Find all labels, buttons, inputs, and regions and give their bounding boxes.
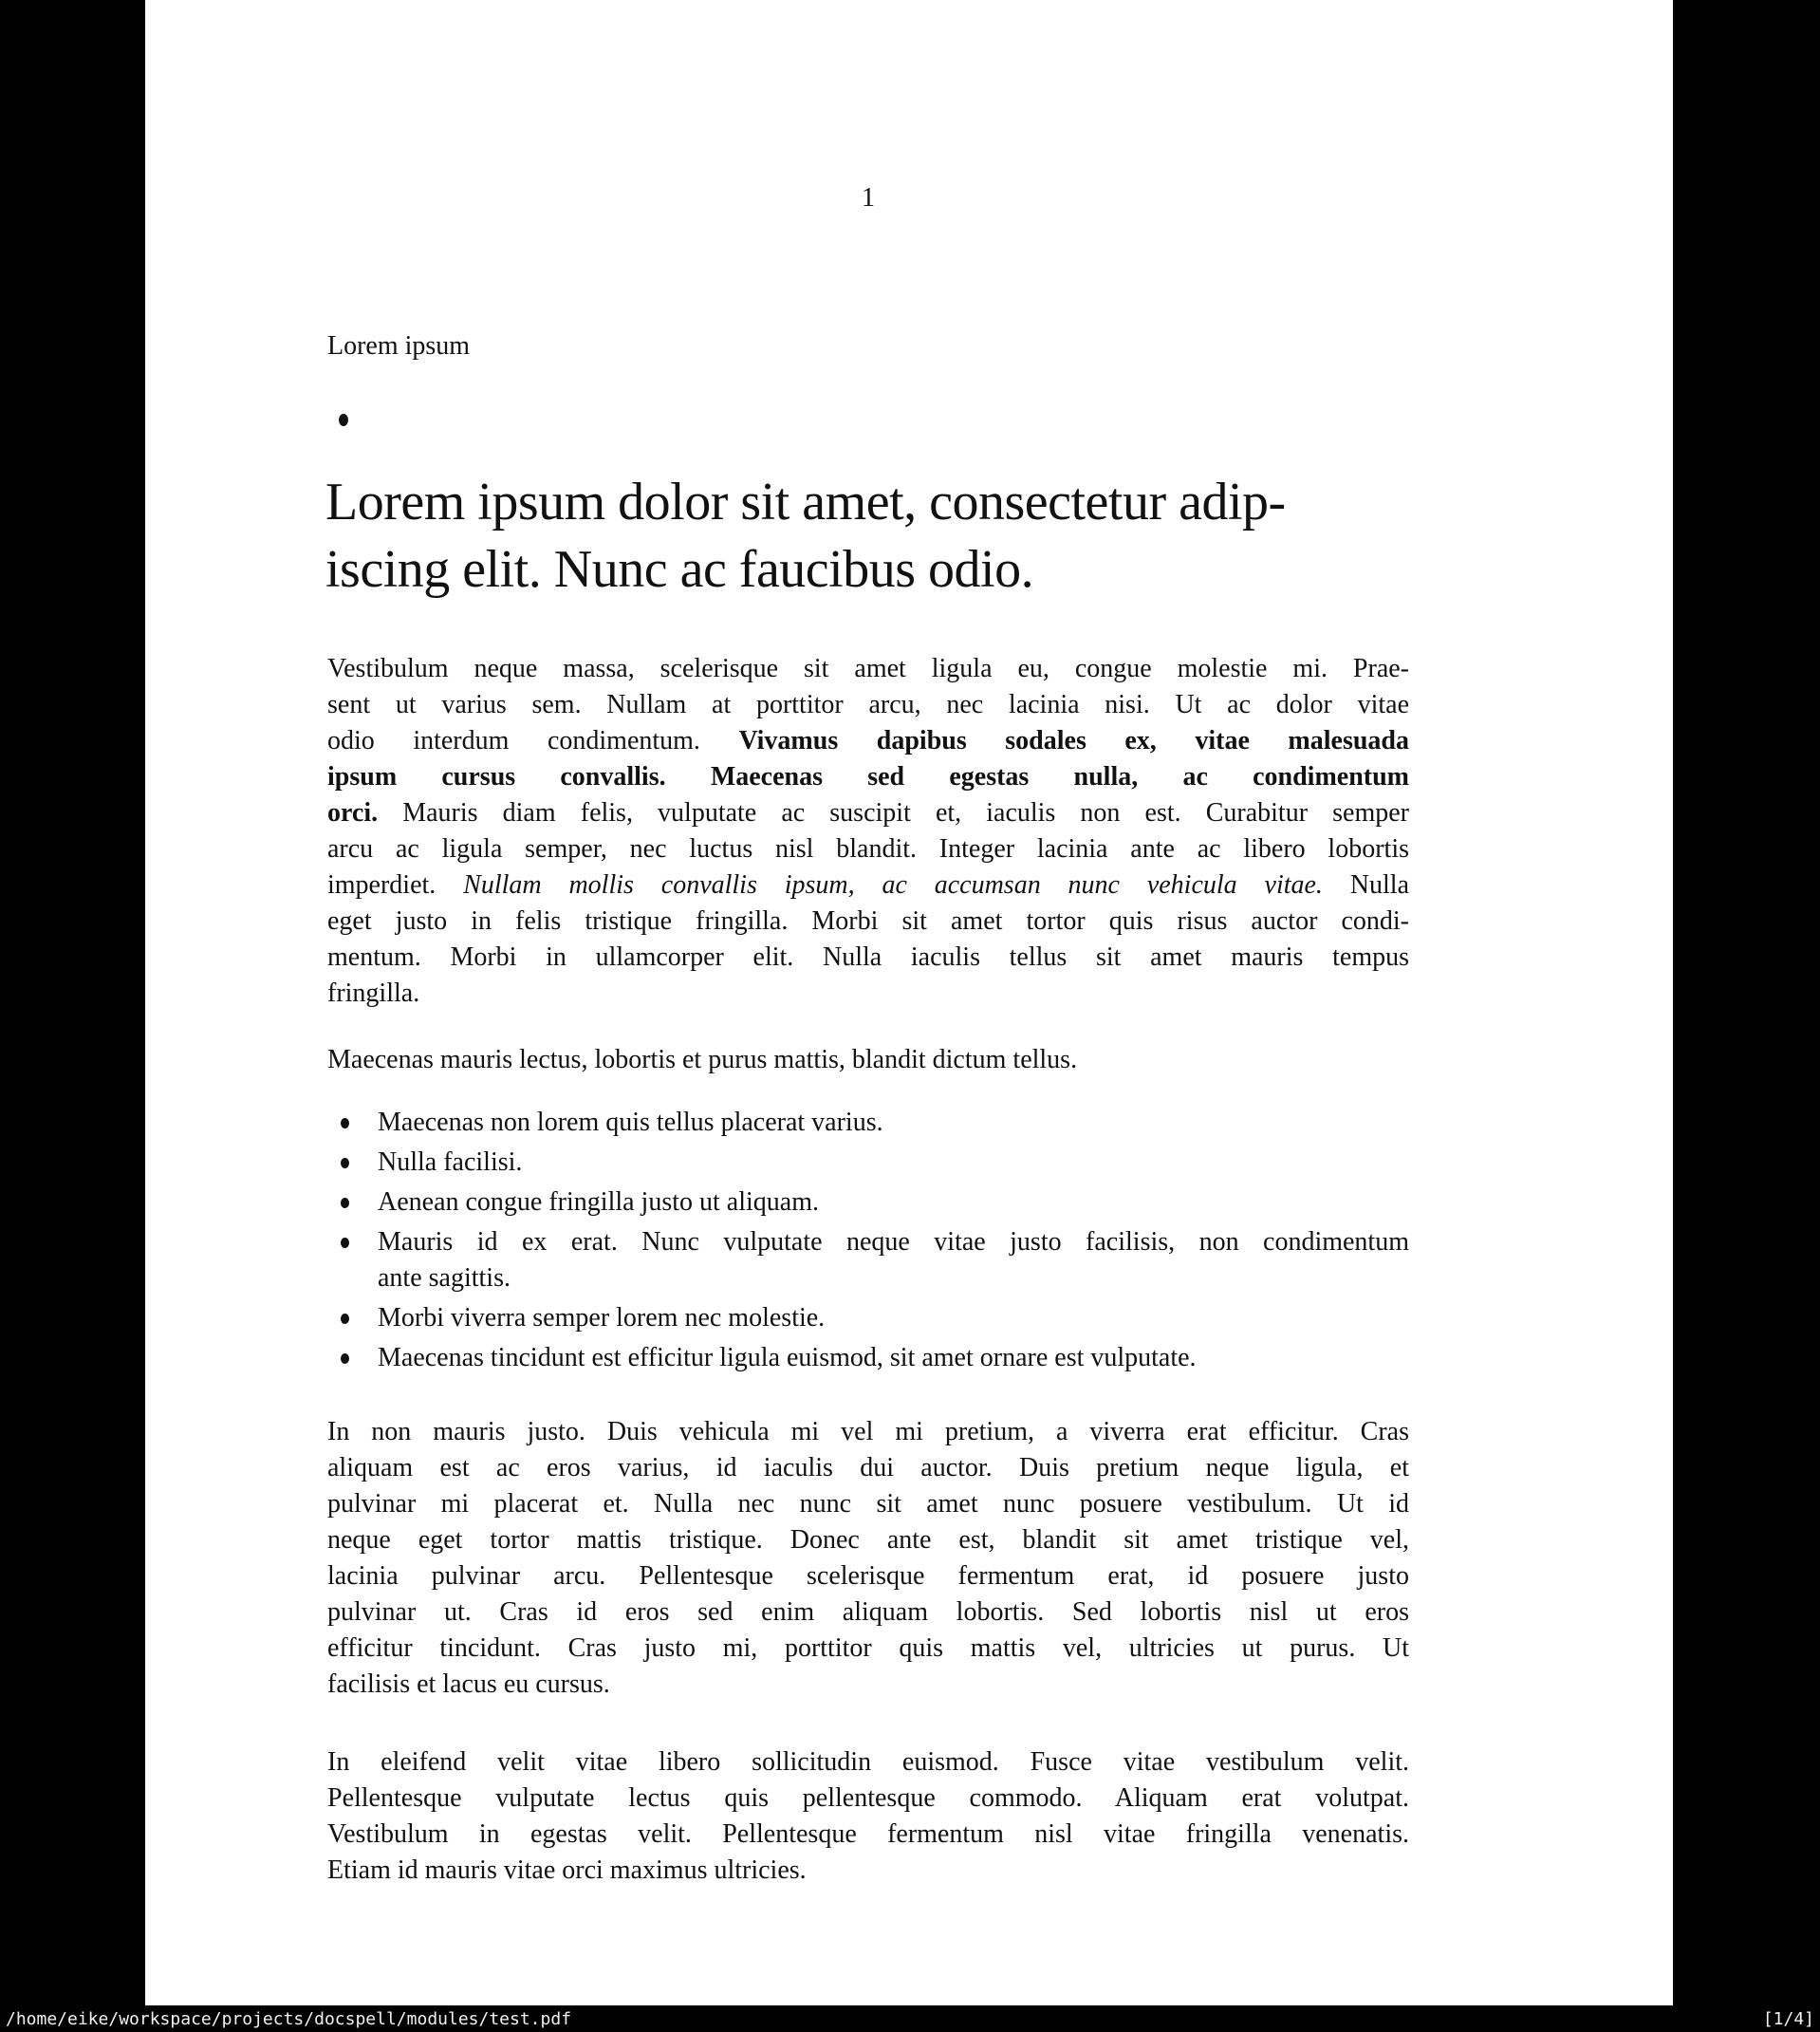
paragraph-line: Pellentesque vulputate lectus quis pellentesque commodo. Aliquam erat volutpat. (327, 1783, 1409, 1813)
paragraph-2 (327, 1042, 1409, 1078)
bullet-icon (341, 1353, 349, 1364)
list-item-text: Mauris id ex erat. Nunc vulputate neque vitae justo facilisis, non condimentum (378, 1227, 1409, 1257)
empty-list-bullet-icon (339, 414, 348, 426)
bold-text-segment: Vivamus dapibus sodales ex, vitae malesuada (738, 726, 1409, 755)
list-item (327, 1340, 1409, 1376)
list-item (327, 1300, 1409, 1336)
statusbar-page-indicator: [1/4] (1762, 2008, 1814, 2029)
paragraph-line: pulvinar ut. Cras id eros sed enim aliquam lobortis. Sed lobortis nisl ut eros (327, 1597, 1409, 1627)
paragraph-line: efficitur tincidunt. Cras justo mi, porttitor quis mattis vel, ultricies ut purus. Ut (327, 1633, 1409, 1663)
list-item-text: Morbi viverra semper lorem nec molestie. (378, 1303, 826, 1333)
statusbar (0, 2005, 1820, 2032)
text-segment: Nulla (1322, 870, 1409, 900)
heading-line: Lorem ipsum dolor sit amet, consectetur adip- (325, 473, 1286, 531)
heading-line: iscing elit. Nunc ac faucibus odio. (325, 540, 1034, 599)
paragraph-line: Etiam id mauris vitae orci maximus ultricies. (327, 1855, 807, 1885)
bullet-icon (341, 1198, 349, 1208)
paragraph-line: In eleifend velit vitae libero sollicitudin euismod. Fusce vitae vestibulum velit. (327, 1747, 1409, 1777)
bold-text-segment: ipsum cursus convallis. Maecenas sed egestas nulla, ac condimentum (327, 762, 1409, 792)
bullet-icon (341, 1238, 349, 1248)
list-item (327, 1145, 1409, 1181)
statusbar-filepath: /home/eike/workspace/projects/docspell/modules/test.pdf (6, 2008, 572, 2029)
paragraph-line: Maecenas mauris lectus, lobortis et purus mattis, blandit dictum tellus. (327, 1045, 1078, 1074)
paragraph-line (327, 759, 1409, 795)
paragraph-line: facilisis et lacus eu cursus. (327, 1669, 610, 1699)
paragraph-line: aliquam est ac eros varius, id iaculis dui auctor. Duis pretium neque ligula, et (327, 1453, 1409, 1482)
list-item (327, 1184, 1409, 1221)
paragraph-line: mentum. Morbi in ullamcorper elit. Nulla iaculis tellus sit amet mauris tempus (327, 942, 1409, 972)
text-segment: odio interdum condimentum. (327, 726, 739, 755)
paragraph-line (327, 867, 1409, 904)
list-item-text: ante sagittis. (378, 1263, 511, 1293)
list-item-text: Nulla facilisi. (378, 1147, 523, 1177)
page-number: 1 (862, 183, 875, 213)
paragraph-line: pulvinar mi placerat et. Nulla nec nunc sit amet nunc posuere vestibulum. Ut id (327, 1489, 1409, 1519)
paragraph-3 (327, 1414, 1409, 1703)
list-item-text: Maecenas tincidunt est efficitur ligula euismod, sit amet ornare est vulputate. (378, 1343, 1197, 1372)
intro-text: Lorem ipsum (327, 331, 471, 361)
text-segment: Mauris diam felis, vulputate ac suscipit et, iaculis non est. Curabitur semper (378, 798, 1409, 828)
paragraph-line: arcu ac ligula semper, nec luctus nisl blandit. Integer lacinia ante ac libero lobortis (327, 834, 1409, 864)
paragraph-line: Vestibulum neque massa, scelerisque sit amet ligula eu, congue molestie mi. Prae- (327, 654, 1409, 683)
bullet-icon (341, 1118, 349, 1128)
paragraph-line: In non mauris justo. Duis vehicula mi vel mi pretium, a viverra erat efficitur. Cras (327, 1417, 1409, 1446)
paragraph-line: fringilla. (327, 979, 420, 1008)
document-heading (325, 469, 1286, 604)
document-page[interactable] (145, 0, 1673, 2005)
list-item-text: Aenean congue fringilla justo ut aliquam. (378, 1187, 819, 1217)
paragraph-line: Vestibulum in egestas velit. Pellentesque fermentum nisl vitae fringilla venenatis. (327, 1819, 1409, 1849)
paragraph-line: eget justo in felis tristique fringilla. Morbi sit amet tortor quis risus auctor condi- (327, 906, 1409, 936)
italic-text-segment: Nullam mollis convallis ipsum, ac accumsan nunc vehicula vitae. (463, 870, 1323, 900)
bullet-icon (341, 1158, 349, 1168)
paragraph-line: sent ut varius sem. Nullam at porttitor arcu, nec lacinia nisi. Ut ac dolor vitae (327, 690, 1409, 719)
bullet-icon (341, 1314, 349, 1324)
paragraph-line: neque eget tortor mattis tristique. Donec ante est, blandit sit amet tristique vel, (327, 1525, 1409, 1555)
paragraph-4 (327, 1744, 1409, 1889)
paragraph-line: lacinia pulvinar arcu. Pellentesque scelerisque fermentum erat, id posuere justo (327, 1561, 1409, 1591)
paragraph-line (327, 723, 1409, 759)
list-item (327, 1105, 1409, 1141)
text-segment: imperdiet. (327, 870, 464, 900)
bold-text-segment: orci. (327, 798, 379, 828)
list-item-text: Maecenas non lorem quis tellus placerat varius. (378, 1108, 883, 1137)
bullet-list (327, 1105, 1409, 1380)
paragraph-line (327, 795, 1409, 831)
paragraph-1 (327, 651, 1409, 1012)
list-item (327, 1224, 1409, 1296)
